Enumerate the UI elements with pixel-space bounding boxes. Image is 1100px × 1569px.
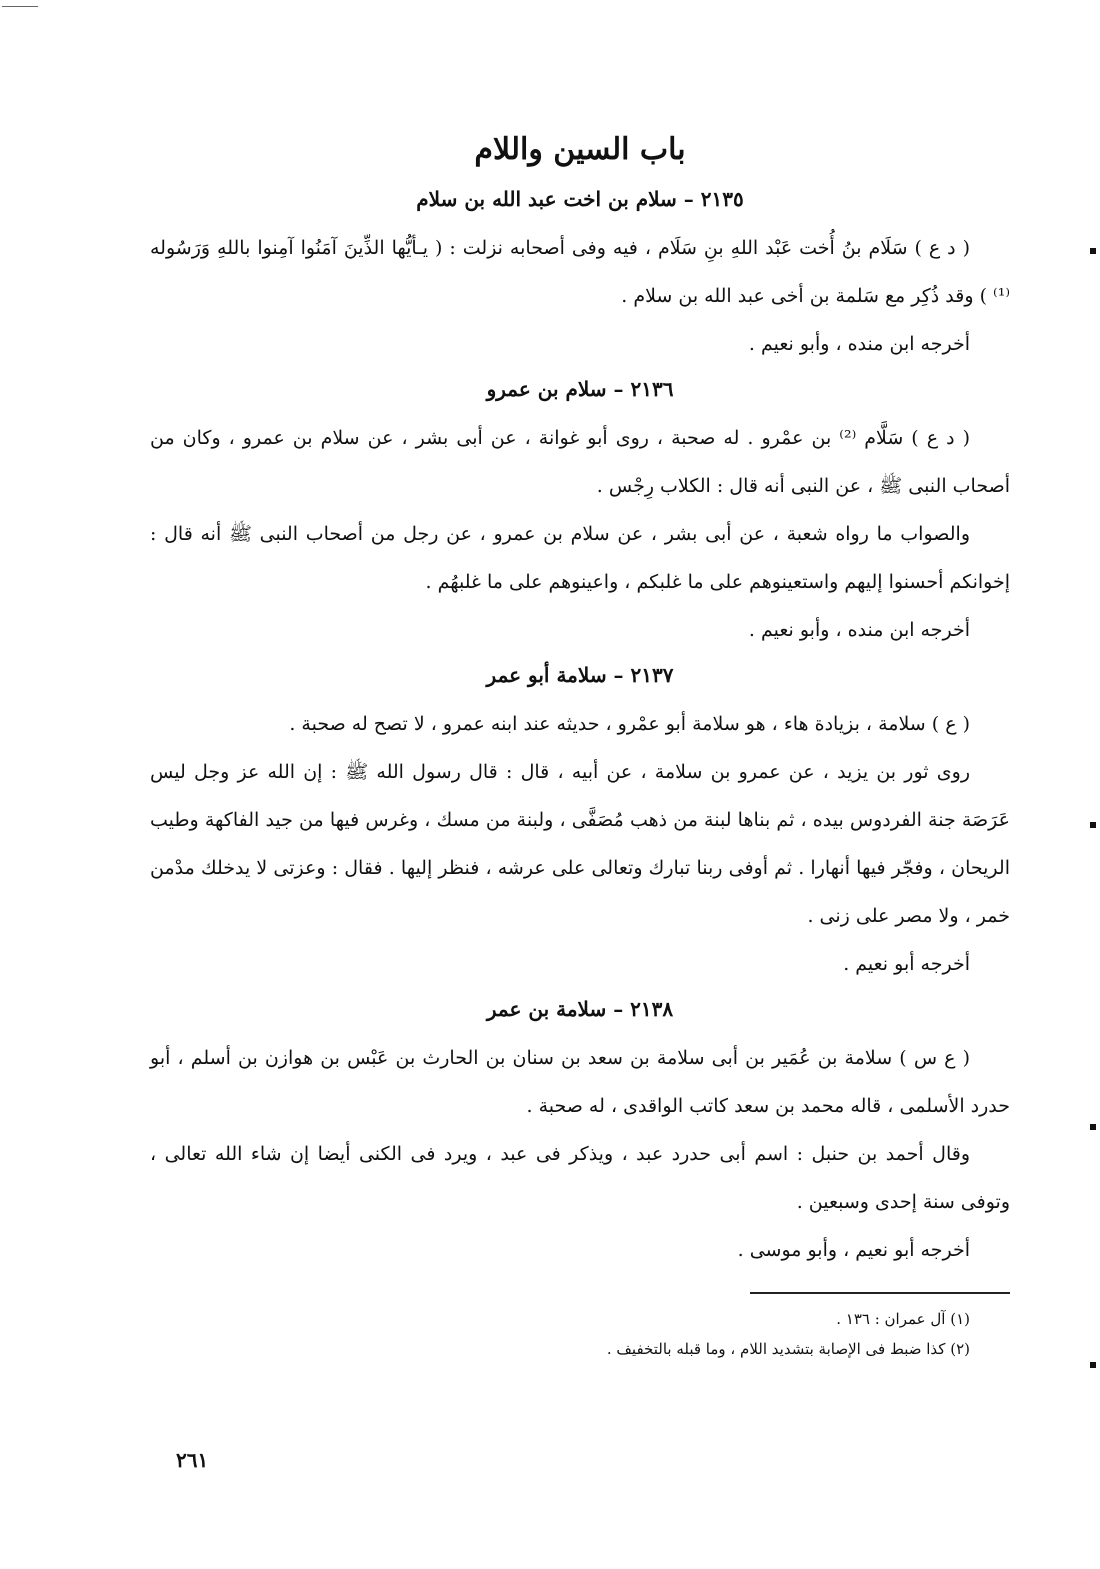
margin-mark: [1090, 248, 1096, 254]
entry-source: أخرجه ابن منده ، وأبو نعيم .: [748, 333, 970, 355]
entry-heading: ٢١٣٥ – سلام بن اخت عبد الله بن سلام: [416, 187, 744, 211]
entry-paragraph: والصواب ما رواه شعبة ، عن أبى بشر ، عن سلام بن عمرو ، عن رجل من أصحاب النبى ﷺ أنه قال : إخوانكم أحسنوا إليهم واستعينوهم على ما غلبكم ، واعينوهم على ما غلبهُم .: [150, 523, 1010, 593]
margin-mark: [1090, 822, 1096, 828]
entry-paragraph: وقال أحمد بن حنبل : اسم أبى حدرد عبد ، ويذكر فى عبد ، ويرد فى الكنى أيضا إن شاء الله تعالى ، وتوفى سنة إحدى وسبعين .: [150, 1143, 1010, 1213]
entry-heading: ٢١٣٦ – سلام بن عمرو: [486, 377, 674, 401]
entry: [150, 660, 1010, 988]
footnote: (١) آل عمران : ١٣٦ .: [836, 1310, 970, 1328]
entry-paragraph: روى ثور بن يزيد ، عن عمرو بن سلامة ، عن أبيه ، قال : قال رسول الله ﷺ : إن الله عز وجل ليس عَرَصَة جنة الفردوس بيده ، ثم بناها لبنة من ذهب مُصَفَّى ، ولبنة من مسك ، وغرس فيها من جيد الفاكهة وطيب الريحان ، وفجّر فيها أنهارا . ثم أوفى ربنا تبارك وتعالى على عرشه ، فنظر إليها . فقال : وعزتى لا يدخلك مدْمن خمر ، ولا مصر على زنى .: [150, 761, 1010, 927]
chapter-title: باب السين واللام: [474, 132, 686, 167]
entry-source: أخرجه أبو نعيم .: [843, 953, 970, 975]
entry-source: أخرجه ابن منده ، وأبو نعيم .: [748, 619, 970, 641]
page-body: [150, 120, 1010, 1364]
entry: [150, 374, 1010, 654]
entry-paragraph: ( ع ) سلامة ، بزيادة هاء ، هو سلامة أبو عمْرو ، حديثه عند ابنه عمرو ، لا تصح له صحبة .: [289, 713, 970, 735]
footnotes: [150, 1304, 970, 1364]
margin-mark: [1090, 1124, 1096, 1130]
entry: [150, 994, 1010, 1274]
footnote-separator: [750, 1292, 1010, 1294]
footnote: (٢) كذا ضبط فى الإصابة بتشديد اللام ، وما قبله بالتخفيف .: [606, 1340, 970, 1358]
entry: [150, 184, 1010, 368]
entry-paragraph: ( د ع ) سَلَّام ⁽²⁾ بن عمْرو . له صحبة ، روى أبو غوانة ، عن أبى بشر ، عن سلام بن عمرو ، وكان من أصحاب النبى ﷺ ، عن النبى أنه قال : الكلاب رِجْس .: [150, 427, 1010, 497]
entry-heading: ٢١٣٨ – سلامة بن عمر: [486, 997, 674, 1021]
entry-heading: ٢١٣٧ – سلامة أبو عمر: [486, 663, 674, 687]
entry-paragraph: ( ع س ) سلامة بن عُمَير بن أبى سلامة بن سعد بن سنان بن الحارث بن عَبْس بن هوازن بن أسلم ، أبو حدرد الأسلمى ، قاله محمد بن سعد كاتب الواقدى ، له صحبة .: [150, 1047, 1010, 1117]
entry-paragraph: ( د ع ) سَلَام بنُ أُخت عَبْد اللهِ بنِ سَلَام ، فيه وفى أصحابه نزلت : ( يـأيُّها الذِّينَ آمَنُوا آمِنوا باللهِ وَرَسُوله ⁽¹⁾ ) وقد ذُكِر مع سَلمة بن أخى عبد الله بن سلام .: [150, 237, 1010, 307]
margin-mark: [1090, 1362, 1096, 1368]
entry-source: أخرجه أبو نعيم ، وأبو موسى .: [737, 1239, 970, 1261]
page-number: ٢٦١: [176, 1448, 209, 1472]
corner-scan-line: [2, 6, 38, 7]
